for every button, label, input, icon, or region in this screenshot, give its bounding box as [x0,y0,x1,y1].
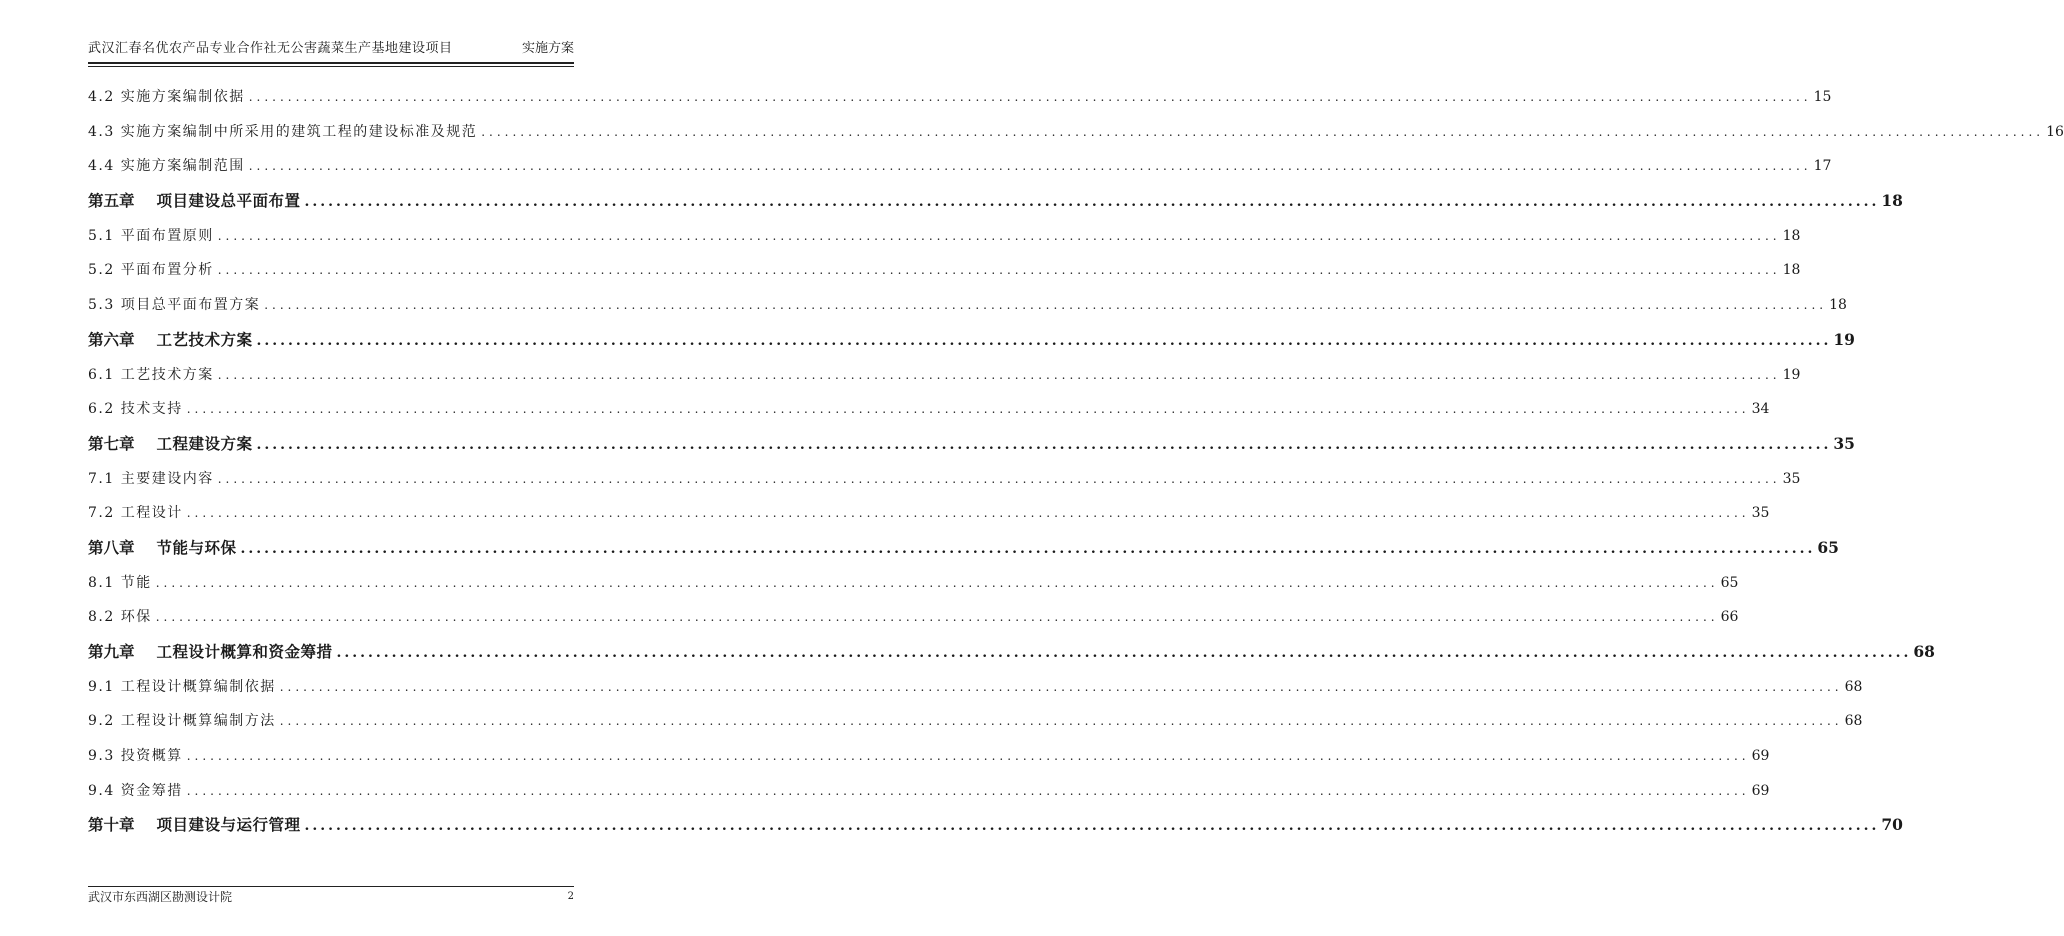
toc-section-entry[interactable] [88,288,1847,323]
toc-chapter-entry[interactable] [88,184,1903,219]
toc-page-number: 18 [1782,262,1801,279]
toc-section-entry[interactable] [88,115,2064,150]
dot-leader: ........................................................................................................................................................................................................ [336,645,1912,661]
toc-entry-title: 6.2 技术支持 [88,401,183,418]
toc-section-entry[interactable] [88,149,1832,184]
toc-entry-title: 5.3 项目总平面布置方案 [88,297,261,314]
footer-org: 武汉市东西湖区勘测设计院 [88,890,233,904]
dot-leader: ........................................................................................................................................................................................................ [248,90,1812,104]
toc-section-entry[interactable] [88,496,1770,531]
toc-entry-title: 工程建设方案 [156,433,253,453]
toc-entry-title: 工艺技术方案 [156,329,253,349]
header-section: 实施方案 [521,41,574,56]
toc-page-number: 19 [1782,366,1801,383]
toc-page-number: 65 [1817,537,1839,557]
chapter-number: 第九章 [88,642,135,661]
toc-page-number: 18 [1881,191,1903,211]
dot-leader: ........................................................................................................................................................................................................ [155,610,1719,625]
footer-page-number: 2 [567,891,574,902]
toc-chapter-entry[interactable] [88,635,1935,670]
toc-page-number: 70 [1881,815,1903,835]
toc-entry-title: 7.1 主要建设内容 [88,470,214,487]
toc-entry-title: 5.1 平面布置原则 [88,227,214,244]
dot-leader: ........................................................................................................................................................................................................ [217,263,1781,278]
toc-entry-title: 4.4 实施方案编制范围 [88,158,245,175]
dot-leader: ........................................................................................................................................................................................................ [279,714,1843,729]
toc-entry-title: 6.1 工艺技术方案 [88,366,214,383]
dot-leader: ........................................................................................................................................................................................................ [240,540,1816,557]
toc-section-entry[interactable] [88,704,1863,739]
toc-section-entry[interactable] [88,392,1770,427]
toc-entry-title: 7.2 工程设计 [88,505,183,522]
chapter-number: 第七章 [88,433,135,453]
dot-leader: ........................................................................................................................................................................................................ [217,228,1781,243]
dot-leader: ........................................................................................................................................................................................................ [279,679,1843,694]
dot-leader: ........................................................................................................................................................................................................ [217,367,1781,382]
toc-entry-title: 8.2 环保 [88,609,152,626]
toc-section-entry[interactable] [88,80,1832,115]
toc-entry-title: 4.3 实施方案编制中所采用的建筑工程的建设标准及规范 [88,123,478,140]
toc-page-number: 18 [1782,227,1801,244]
toc-entry-title: 8.1 节能 [88,574,152,591]
dot-leader: ........................................................................................................................................................................................................ [186,783,1750,798]
chapter-number: 第八章 [88,537,135,557]
dot-leader: ........................................................................................................................................................................................................ [256,436,1832,453]
page-footer [88,888,574,908]
toc-section-entry[interactable] [88,600,1739,635]
toc-page-number: 69 [1751,782,1770,799]
dot-leader: ........................................................................................................................................................................................................ [248,159,1812,174]
toc-page-number: 16 [2046,123,2064,140]
dot-leader: ........................................................................................................................................................................................................ [186,749,1750,764]
dot-leader: ........................................................................................................................................................................................................ [304,194,1880,211]
toc-page-number: 15 [1813,89,1832,105]
dot-leader: ........................................................................................................................................................................................................ [256,332,1832,349]
toc-page-number: 68 [1913,642,1935,661]
toc-entry-title: 节能与环保 [156,537,237,557]
toc-page-number: 65 [1720,574,1739,591]
toc-chapter-entry[interactable] [88,323,1855,358]
header-title: 武汉汇春名优农产品专业合作社无公害蔬菜生产基地建设项目 [88,41,453,56]
toc-chapter-entry[interactable] [88,531,1839,566]
toc-page-number: 66 [1720,609,1739,626]
dot-leader: ........................................................................................................................................................................................................ [155,575,1719,590]
toc-page-number: 35 [1782,470,1801,487]
toc-page-number: 19 [1833,329,1855,349]
dot-leader: ........................................................................................................................................................................................................ [264,298,1828,313]
page-header [88,28,574,60]
toc-page-number: 68 [1844,678,1863,695]
toc-entry-title: 9.3 投资概算 [88,748,183,765]
toc-entry-title: 项目建设与运行管理 [156,815,301,835]
toc-entry-title: 9.2 工程设计概算编制方法 [88,713,276,730]
toc-chapter-entry[interactable] [88,427,1855,462]
dot-leader: ........................................................................................................................................................................................................ [186,506,1750,521]
dot-leader: ........................................................................................................................................................................................................ [304,818,1880,835]
toc-page-number: 34 [1751,401,1770,418]
toc-section-entry[interactable] [88,358,1801,393]
toc-entry-title: 5.2 平面布置分析 [88,262,214,279]
toc-entry-title: 4.2 实施方案编制依据 [88,89,245,105]
toc-section-entry[interactable] [88,739,1770,774]
toc-page-number: 35 [1751,505,1770,522]
toc-page-number: 18 [1829,297,1847,314]
table-of-contents [88,80,2064,843]
dot-leader: ........................................................................................................................................................................................................ [217,471,1781,486]
toc-page-number: 69 [1751,748,1770,765]
chapter-number: 第十章 [88,815,135,835]
toc-entry-title: 项目建设总平面布置 [156,191,301,211]
toc-entry-title: 9.1 工程设计概算编制依据 [88,678,276,695]
dot-leader: ........................................................................................................................................................................................................ [481,124,2045,139]
toc-entry-title: 9.4 资金筹措 [88,782,183,799]
toc-page-number: 35 [1833,433,1855,453]
header-rule [88,62,574,64]
toc-page-number: 17 [1813,158,1832,175]
chapter-number: 第五章 [88,191,135,211]
toc-page-number: 68 [1844,713,1863,730]
toc-entry-title: 工程设计概算和资金筹措 [156,642,333,661]
toc-section-entry[interactable] [88,774,1770,809]
footer-rule [88,886,574,887]
toc-section-entry[interactable] [88,670,1863,705]
toc-section-entry[interactable] [88,462,1801,497]
toc-section-entry[interactable] [88,566,1739,601]
chapter-number: 第六章 [88,329,135,349]
dot-leader: ........................................................................................................................................................................................................ [186,402,1750,417]
toc-chapter-entry[interactable] [88,808,1903,843]
toc-section-entry[interactable] [88,253,1801,288]
toc-section-entry[interactable] [88,219,1801,254]
header-rule-thin [88,66,574,67]
